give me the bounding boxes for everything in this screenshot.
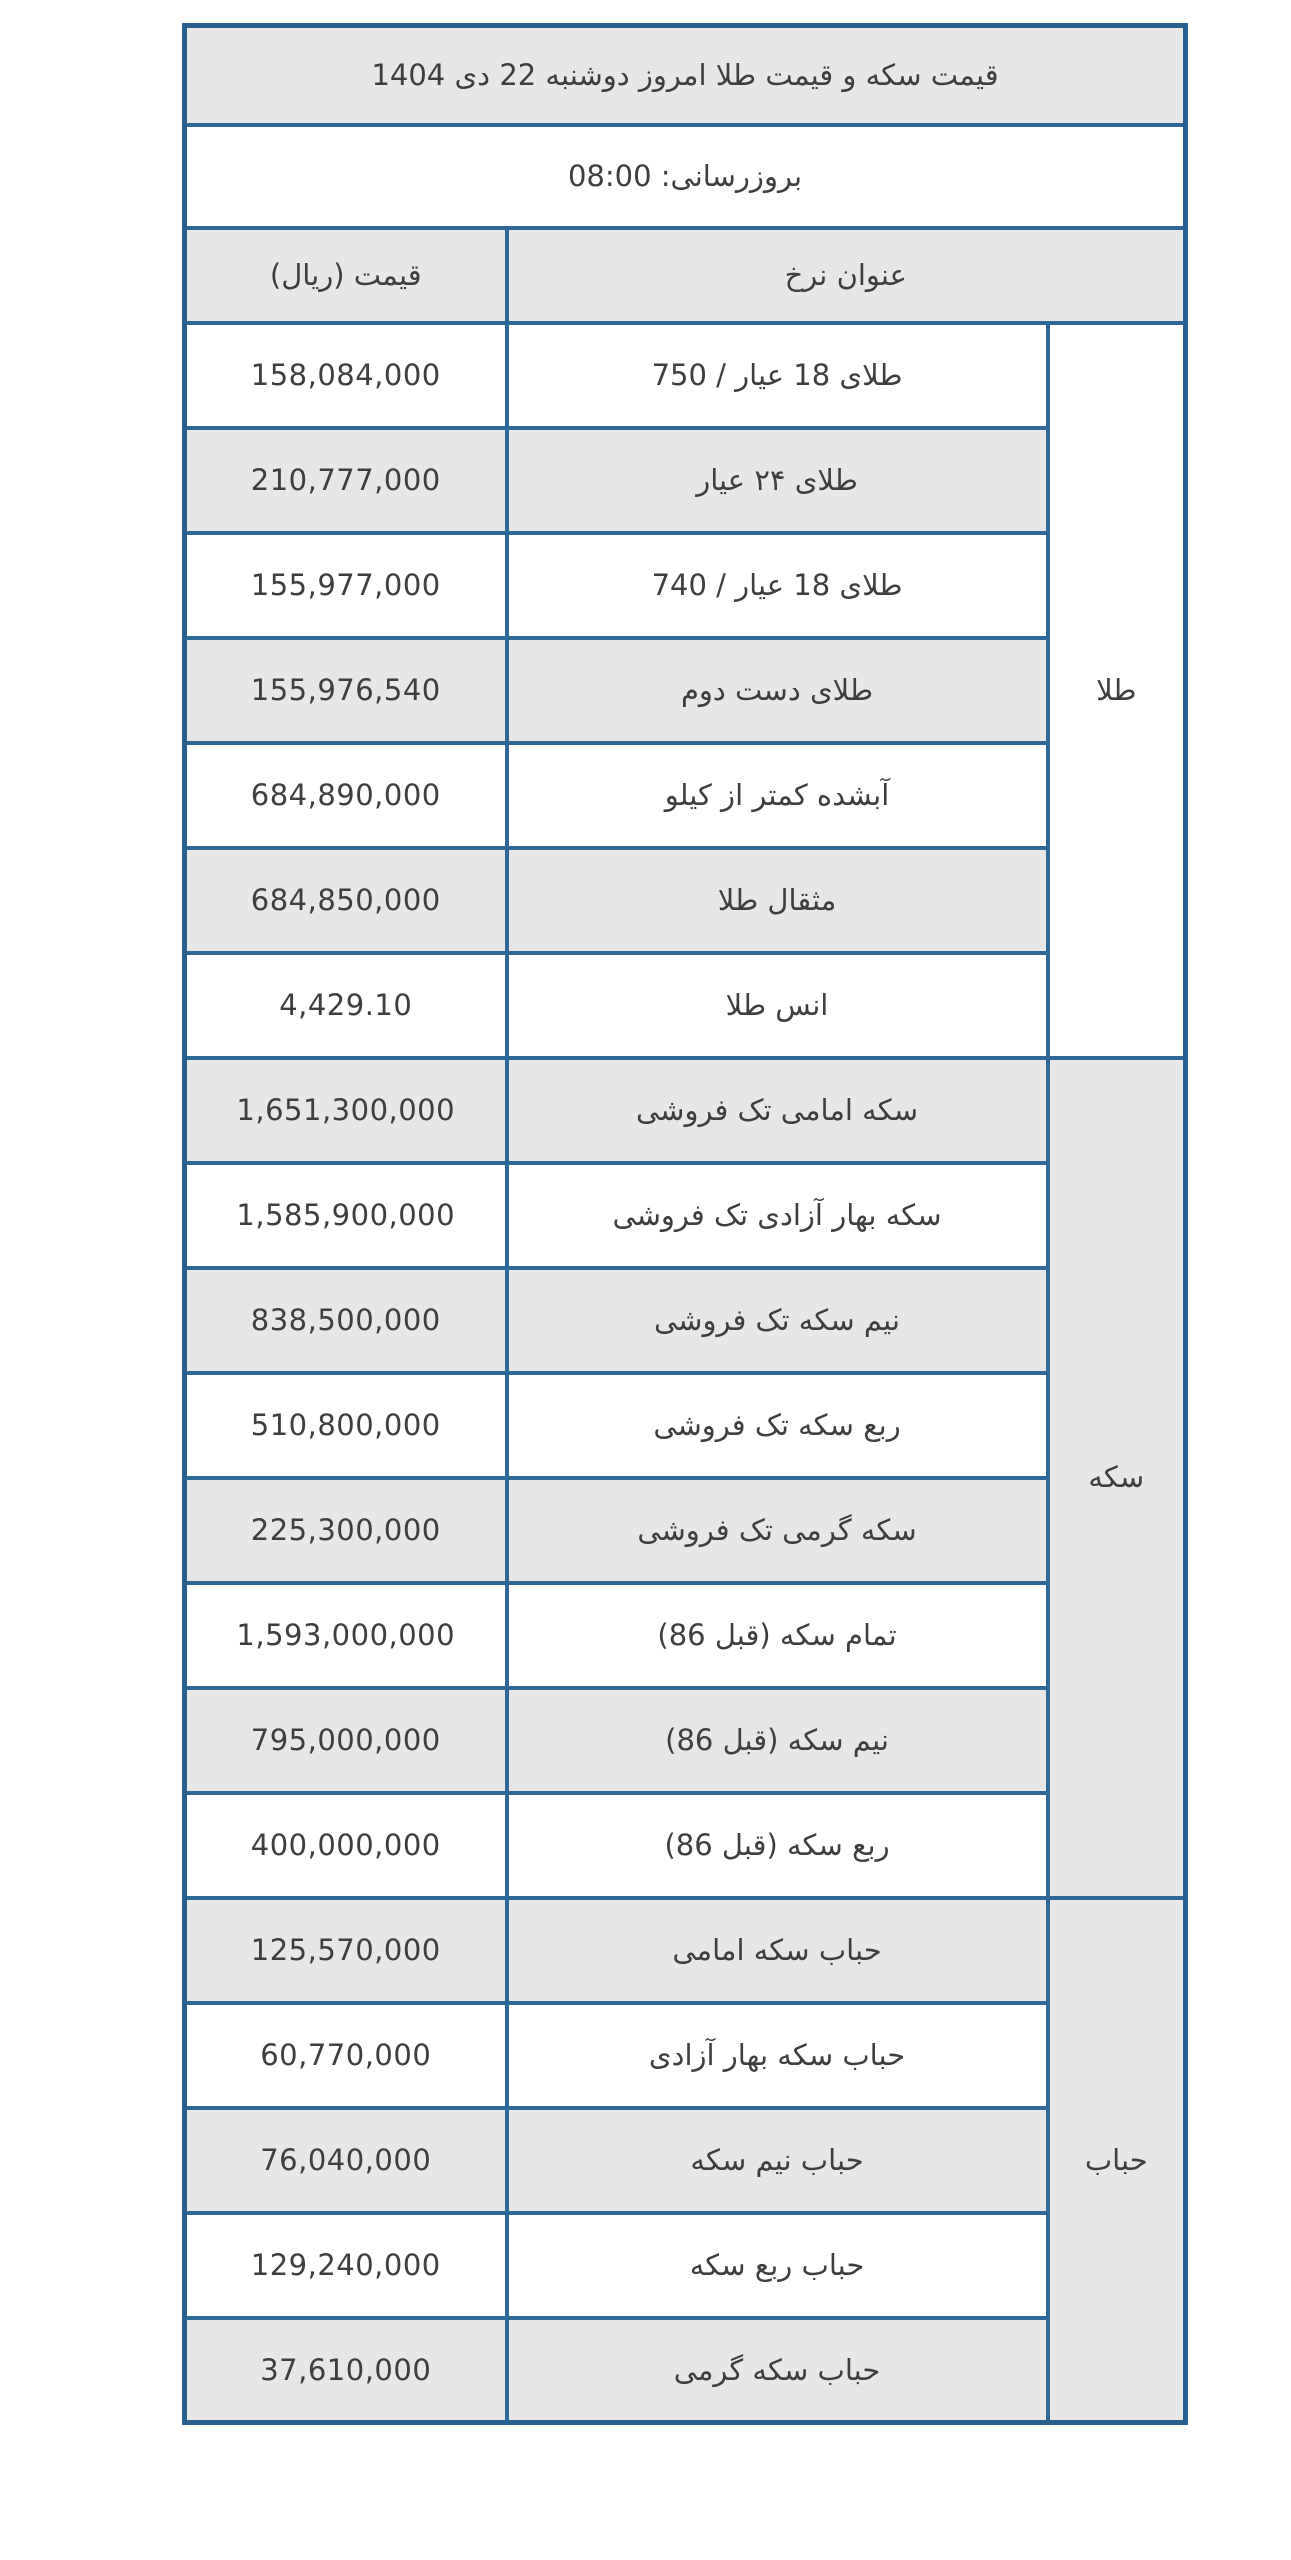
rate-price: 1,585,900,000 [185, 1163, 507, 1268]
rate-price: 400,000,000 [185, 1793, 507, 1898]
table-row [185, 1373, 1186, 1478]
rate-name: آبشده کمتر از کیلو [507, 743, 1048, 848]
table-row [185, 1163, 1186, 1268]
rate-name: ربع سکه تک فروشی [507, 1373, 1048, 1478]
table-row [185, 2108, 1186, 2213]
rate-name: طلای دست دوم [507, 638, 1048, 743]
rate-price: 158,084,000 [185, 323, 507, 428]
rate-name: حباب سکه بهار آزادی [507, 2003, 1048, 2108]
rate-price: 1,651,300,000 [185, 1058, 507, 1163]
rate-price: 76,040,000 [185, 2108, 507, 2213]
name-column-header: عنوان نرخ [507, 228, 1186, 323]
gold-coin-price-table [182, 23, 1188, 2425]
table-title-row [185, 26, 1186, 125]
rate-price: 155,977,000 [185, 533, 507, 638]
rate-price: 684,850,000 [185, 848, 507, 953]
table-row [185, 1583, 1186, 1688]
table-row [185, 953, 1186, 1058]
rate-name: ربع سکه (قبل 86) [507, 1793, 1048, 1898]
rate-name: سکه امامی تک فروشی [507, 1058, 1048, 1163]
rate-price: 1,593,000,000 [185, 1583, 507, 1688]
rate-name: حباب سکه امامی [507, 1898, 1048, 2003]
rate-name: مثقال طلا [507, 848, 1048, 953]
rate-name: حباب سکه گرمی [507, 2318, 1048, 2423]
rate-price: 37,610,000 [185, 2318, 507, 2423]
rate-price: 510,800,000 [185, 1373, 507, 1478]
table-row [185, 323, 1186, 428]
rate-price: 210,777,000 [185, 428, 507, 533]
table-row [185, 1268, 1186, 1373]
page-title: قیمت سکه و قیمت طلا امروز دوشنبه 22 دی 1404 [185, 26, 1186, 125]
group-cell-gold: طلا [1048, 323, 1186, 1058]
table-row [185, 2213, 1186, 2318]
table-row [185, 533, 1186, 638]
rate-price: 155,976,540 [185, 638, 507, 743]
rate-name: سکه بهار آزادی تک فروشی [507, 1163, 1048, 1268]
rate-name: سکه گرمی تک فروشی [507, 1478, 1048, 1583]
rate-price: 129,240,000 [185, 2213, 507, 2318]
rate-name: حباب نیم سکه [507, 2108, 1048, 2213]
table-row [185, 1688, 1186, 1793]
rate-name: طلای ۲۴ عیار [507, 428, 1048, 533]
rate-name: نیم سکه (قبل 86) [507, 1688, 1048, 1793]
table-row [185, 428, 1186, 533]
update-time-text: بروزرسانی: 08:00 [185, 125, 1186, 228]
table-row [185, 2318, 1186, 2423]
rate-name: حباب ربع سکه [507, 2213, 1048, 2318]
table-row [185, 1793, 1186, 1898]
table-row [185, 1478, 1186, 1583]
group-cell-bubble: حباب [1048, 1898, 1186, 2423]
group-cell-coin: سکه [1048, 1058, 1186, 1898]
rate-name: نیم سکه تک فروشی [507, 1268, 1048, 1373]
rate-price: 684,890,000 [185, 743, 507, 848]
table-row [185, 743, 1186, 848]
rate-price: 60,770,000 [185, 2003, 507, 2108]
column-header-row [185, 228, 1186, 323]
table-row [185, 638, 1186, 743]
rate-price: 838,500,000 [185, 1268, 507, 1373]
rate-name: انس طلا [507, 953, 1048, 1058]
rate-price: 795,000,000 [185, 1688, 507, 1793]
rate-name: طلای 18 عیار / 750 [507, 323, 1048, 428]
price-column-header: قیمت (ریال) [185, 228, 507, 323]
table-row [185, 2003, 1186, 2108]
rate-name: طلای 18 عیار / 740 [507, 533, 1048, 638]
table-row [185, 848, 1186, 953]
rate-name: تمام سکه (قبل 86) [507, 1583, 1048, 1688]
rate-price: 4,429.10 [185, 953, 507, 1058]
table-row [185, 1898, 1186, 2003]
rate-price: 225,300,000 [185, 1478, 507, 1583]
update-time-row [185, 125, 1186, 228]
table-row [185, 1058, 1186, 1163]
rate-price: 125,570,000 [185, 1898, 507, 2003]
